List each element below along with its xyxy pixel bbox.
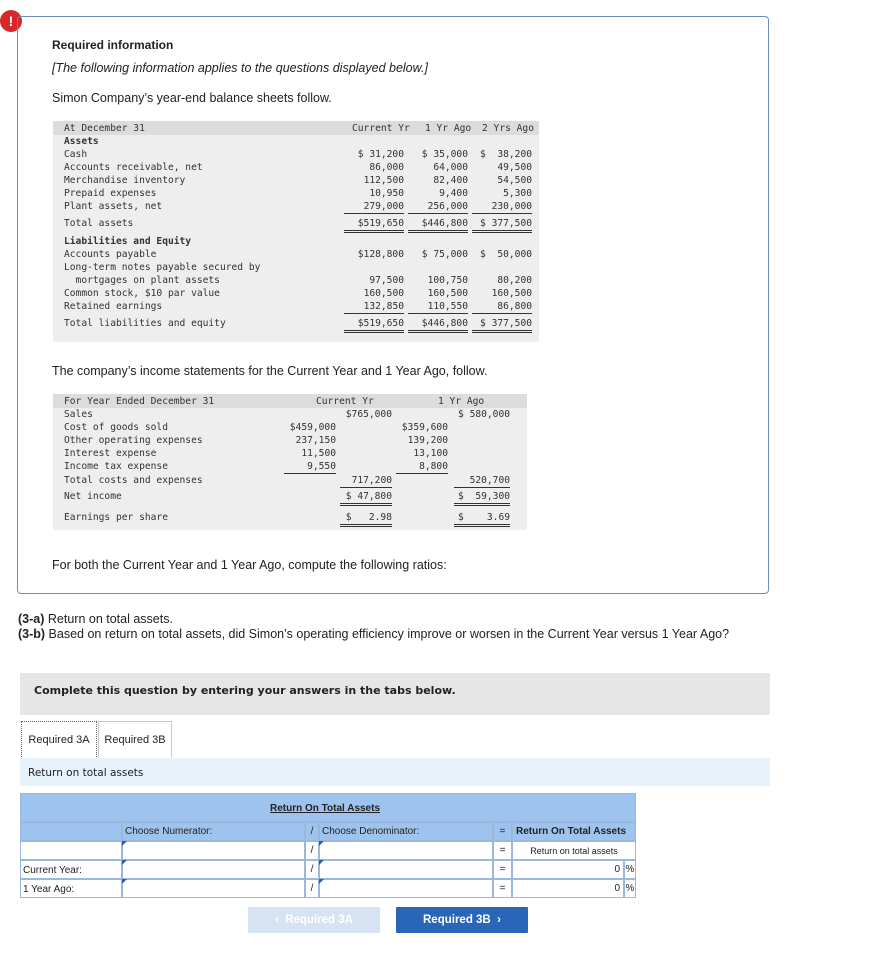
next-button-label: Required 3B — [423, 914, 491, 926]
income-statement-value: 9,550 — [284, 461, 336, 474]
question-part-a-text: Return on total assets. — [44, 612, 173, 626]
numerator-input-1-year-ago[interactable] — [122, 879, 305, 898]
equals-sign: = — [493, 841, 512, 860]
row-label-current-year: Current Year: — [20, 860, 122, 879]
balance-sheet-value: $ 38,200 — [480, 149, 532, 160]
balance-sheet-value: 230,000 — [472, 201, 532, 214]
income-statement-row-label: Total costs and expenses — [64, 475, 203, 486]
balance-sheet-intro: Simon Company’s year-end balance sheets follow. — [52, 91, 332, 105]
income-statement-row-label: Cost of goods sold — [64, 422, 168, 433]
col-1-yr-ago: 1 Yr Ago — [425, 123, 472, 134]
question-part-a-tag: (3-a) — [18, 612, 45, 626]
income-statement-row-label: Earnings per share — [64, 512, 168, 523]
prev-required-3a-button[interactable] — [248, 907, 380, 933]
balance-sheet-value: $ 75,000 — [421, 249, 468, 260]
balance-sheet-value: 97,500 — [369, 275, 404, 286]
denominator-header: Choose Denominator: — [319, 822, 493, 841]
balance-sheet-value: $446,800 — [408, 218, 468, 233]
tab-required-3b[interactable]: Required 3B — [98, 721, 172, 759]
income-statement-row-label: Other operating expenses — [64, 435, 203, 446]
row-label-1-year-ago: 1 Year Ago: — [20, 879, 122, 898]
prev-button-label: Required 3A — [285, 914, 353, 926]
balance-sheet-value: 279,000 — [344, 201, 404, 214]
panel-title: Return on total assets — [28, 767, 144, 779]
balance-sheet-value: 160,500 — [491, 288, 532, 299]
balance-sheet-value: 86,800 — [472, 301, 532, 314]
balance-sheet-value: 110,550 — [408, 301, 468, 314]
balance-sheet-row-label: Liabilities and Equity — [64, 236, 192, 247]
divide-sign: / — [305, 860, 319, 879]
question-part-b — [18, 627, 729, 641]
income-statement-value: $ 2.98 — [340, 512, 392, 527]
balance-sheet-row-label: Prepaid expenses — [64, 188, 157, 199]
balance-sheet-row-label: Retained earnings — [64, 301, 163, 312]
balance-sheet-row-label: Cash — [64, 149, 88, 160]
question-part-b-text: Based on return on total assets, did Simon’s operating efficiency improve or worsen in the Current Year versus 1 Year Ago? — [45, 627, 730, 641]
balance-sheet-row-label: Assets — [64, 136, 99, 147]
blank-cell — [20, 841, 122, 860]
income-statement-value: $ 580,000 — [458, 409, 510, 420]
income-statement-intro: The company’s income statements for the Current Year and 1 Year Ago, follow. — [52, 364, 488, 378]
result-1-year-ago: 0 — [512, 879, 624, 898]
balance-sheet-value: 160,500 — [363, 288, 404, 299]
required-information-heading: Required information — [52, 38, 174, 52]
numerator-label-input[interactable] — [122, 841, 305, 860]
col-2-yrs-ago: 2 Yrs Ago — [482, 123, 534, 134]
balance-sheet-value: $ 35,000 — [421, 149, 468, 160]
balance-sheet-value: 54,500 — [497, 175, 532, 186]
income-statement-value: $ 59,300 — [454, 491, 510, 506]
balance-sheet-value: $ 31,200 — [357, 149, 404, 160]
next-required-3b-button[interactable] — [396, 907, 528, 933]
income-statement-value: 13,100 — [413, 448, 448, 459]
income-statement-value: $ 47,800 — [340, 491, 392, 506]
ratio-table — [20, 793, 636, 898]
income-statement-row-label: Sales — [64, 409, 93, 420]
balance-sheet-row-label: Total assets — [64, 218, 134, 229]
income-statement-value: $765,000 — [345, 409, 392, 420]
col-1-yr-ago: 1 Yr Ago — [438, 396, 485, 407]
instruction-text: Complete this question by entering your answers in the tabs below. — [34, 684, 456, 697]
income-statement-value: 717,200 — [340, 475, 392, 488]
percent-unit: % — [624, 879, 636, 898]
balance-sheet-row-label: Accounts receivable, net — [64, 162, 203, 173]
balance-sheet-value: 86,000 — [369, 162, 404, 173]
percent-unit: % — [624, 860, 636, 879]
income-statement-row-label: Interest expense — [64, 448, 157, 459]
balance-sheet-value: 9,400 — [439, 188, 468, 199]
balance-sheet-row-label: Common stock, $10 par value — [64, 288, 220, 299]
numerator-header: Choose Numerator: — [122, 822, 305, 841]
income-statement-value: $ 3.69 — [454, 512, 510, 527]
chevron-left-icon: ‹ — [275, 914, 286, 926]
equals-sign: = — [493, 822, 512, 841]
numerator-input-current-year[interactable] — [122, 860, 305, 879]
result-current-year: 0 — [512, 860, 624, 879]
ratio-table-title: Return On Total Assets — [270, 803, 381, 814]
balance-sheet-value: 256,000 — [408, 201, 468, 214]
balance-sheet-value: 132,850 — [344, 301, 404, 314]
alert-icon: ! — [0, 10, 22, 32]
income-statement-value: $459,000 — [289, 422, 336, 433]
compute-prompt: For both the Current Year and 1 Year Ago, compute the following ratios: — [52, 558, 447, 572]
balance-sheet-value: $446,800 — [408, 318, 468, 333]
divide-sign: / — [305, 822, 319, 841]
equals-sign: = — [493, 860, 512, 879]
balance-sheet-value: 64,000 — [433, 162, 468, 173]
balance-sheet-value: 5,300 — [503, 188, 532, 199]
balance-sheet-row-label: mortgages on plant assets — [64, 275, 220, 286]
balance-sheet-row-label: Total liabilities and equity — [64, 318, 226, 329]
question-part-b-tag: (3-b) — [18, 627, 46, 641]
info-note: [The following information applies to the questions displayed below.] — [52, 61, 428, 75]
balance-sheet-value: 49,500 — [497, 162, 532, 173]
balance-sheet-value: $ 50,000 — [480, 249, 532, 260]
balance-sheet-value: 80,200 — [497, 275, 532, 286]
balance-sheet-value: $ 377,500 — [472, 318, 532, 333]
balance-sheet-value: 100,750 — [427, 275, 468, 286]
income-statement-value: 11,500 — [301, 448, 336, 459]
balance-sheet-row-label: Accounts payable — [64, 249, 157, 260]
balance-sheet-row-label: Merchandise inventory — [64, 175, 186, 186]
balance-sheet-row-label: Long-term notes payable secured by — [64, 262, 261, 273]
income-statement-value: $359,600 — [401, 422, 448, 433]
balance-sheet-value: $519,650 — [344, 318, 404, 333]
balance-sheet-value: $519,650 — [344, 218, 404, 233]
income-statement-value: 8,800 — [396, 461, 448, 474]
equals-sign: = — [493, 879, 512, 898]
denominator-label-input[interactable] — [319, 841, 493, 860]
income-statement-row-label: Income tax expense — [64, 461, 168, 472]
balance-sheet-value: $ 377,500 — [472, 218, 532, 233]
divide-sign: / — [305, 879, 319, 898]
balance-sheet-value: $128,800 — [357, 249, 404, 260]
balance-sheet-header-label: At December 31 — [64, 123, 145, 134]
divide-sign: / — [305, 841, 319, 860]
income-statement-value: 520,700 — [454, 475, 510, 488]
result-sublabel: Return on total assets — [512, 841, 636, 860]
balance-sheet-value: 112,500 — [363, 175, 404, 186]
income-statement-value: 237,150 — [295, 435, 336, 446]
income-statement-value: 139,200 — [407, 435, 448, 446]
col-current-yr: Current Yr — [352, 123, 410, 134]
result-header: Return On Total Assets — [512, 822, 636, 841]
balance-sheet-value: 10,950 — [369, 188, 404, 199]
income-statement-header-label: For Year Ended December 31 — [64, 396, 215, 407]
denominator-input-1-year-ago[interactable] — [319, 879, 493, 898]
blank-header-cell — [20, 822, 122, 841]
income-statement-row-label: Net income — [64, 491, 122, 502]
denominator-input-current-year[interactable] — [319, 860, 493, 879]
chevron-right-icon: › — [490, 914, 501, 926]
balance-sheet-value: 160,500 — [427, 288, 468, 299]
tab-required-3a[interactable]: Required 3A — [21, 721, 97, 759]
question-part-a — [18, 612, 173, 626]
balance-sheet-row-label: Plant assets, net — [64, 201, 163, 212]
col-current-yr: Current Yr — [316, 396, 374, 407]
balance-sheet-value: 82,400 — [433, 175, 468, 186]
